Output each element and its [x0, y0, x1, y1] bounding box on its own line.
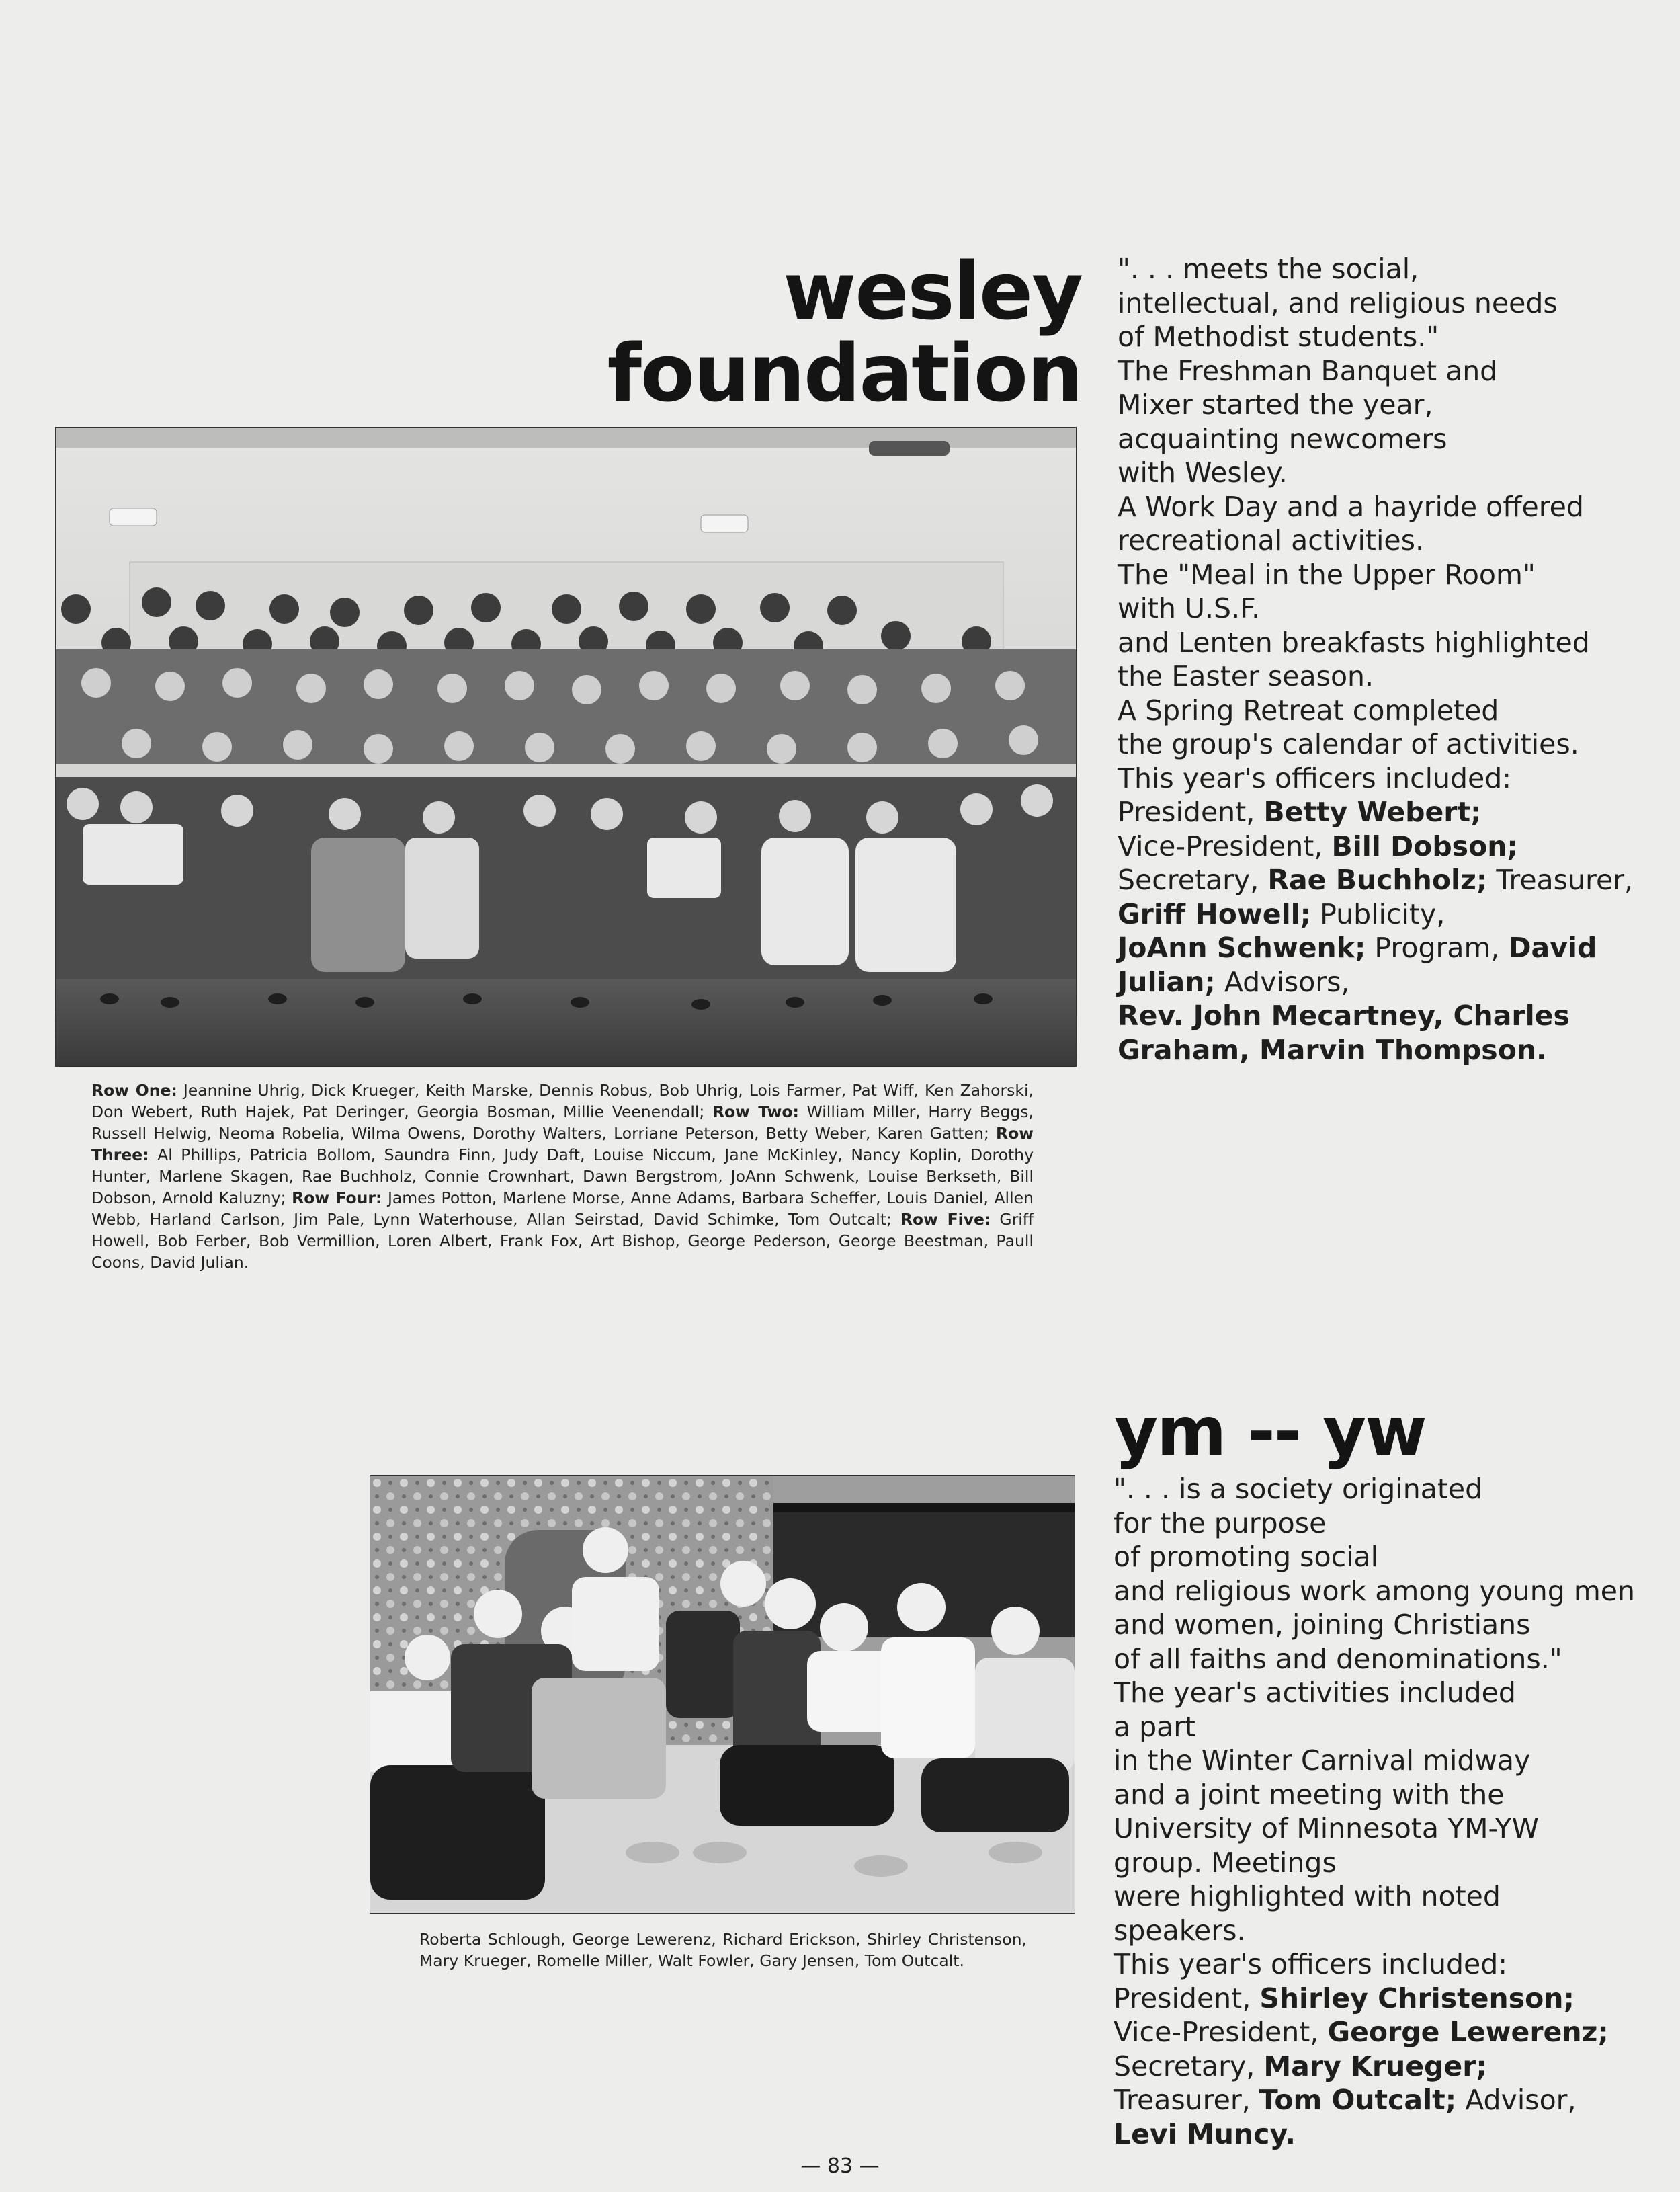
ym-yw-line: a part: [1114, 1710, 1196, 1743]
officer-name: Mary Krueger;: [1263, 2049, 1487, 2082]
ym-yw-line: speakers.: [1114, 1914, 1246, 1947]
wesley-officer-vice-president: Vice-President, Bill Dobson;: [1118, 829, 1518, 862]
wesley-line: The "Meal in the Upper Room": [1118, 558, 1536, 591]
officer-name: JoAnn Schwenk;: [1118, 932, 1366, 964]
wesley-officer-publicity: Griff Howell; Publicity,: [1118, 897, 1445, 930]
officer-name: Rae Buchholz;: [1267, 864, 1488, 896]
ym-yw-line: ". . . is a society originated: [1114, 1473, 1483, 1505]
ym-yw-line: group. Meetings: [1114, 1846, 1337, 1879]
row-names: Al Phillips, Patricia Bollom, Saundra Finn, Judy Daft, Louise Niccum, Jane McKinley, Nancy Koplin, Dorothy Hunter, Marlene Skagen, Rae Buchholz, Connie Crownhart, Dawn Bergstrom, JoAnn Schwenk, Louise Berkseth, Bill Dobson, Arnold Kaluzny;: [91, 1145, 1034, 1207]
wesley-line: A Spring Retreat completed: [1118, 694, 1499, 727]
wesley-advisors-line1: Rev. John Mecartney, Charles: [1118, 1000, 1570, 1032]
row-label: Row Five:: [900, 1210, 991, 1229]
ym-yw-officer-advisor: [1114, 2117, 1678, 2152]
wesley-title-line1: wesley: [783, 245, 1082, 337]
wesley-line: and Lenten breakfasts highlighted: [1118, 626, 1590, 659]
ym-yw-description: [1114, 1472, 1678, 2151]
wesley-line: the group's calendar of activities.: [1118, 728, 1579, 760]
wesley-line: A Work Day and a hayride offered: [1118, 490, 1584, 523]
ym-yw-line: of all faiths and denominations.": [1114, 1642, 1562, 1675]
wesley-line: Mixer started the year,: [1118, 389, 1433, 421]
wesley-line: of Methodist students.": [1118, 321, 1439, 353]
page-number: — 83 —: [800, 2154, 880, 2178]
wesley-line: with U.S.F.: [1118, 592, 1261, 624]
row-names: James Potton, Marlene Morse, Anne Adams, Barbara Scheffer, Louis Daniel, Allen Webb, Harland Carlson, Jim Pale, Lynn Waterhouse, Allan Seirstad, David Schimke, Tom Outcalt;: [91, 1188, 1034, 1229]
row-names: Griff Howell, Bob Ferber, Bob Vermillion, Loren Albert, Frank Fox, Art Bishop, George Pederson, George Beestman, Paull Coons, David Julian.: [91, 1210, 1034, 1272]
ym-yw-title: ym -- yw: [1114, 1392, 1426, 1471]
officer-name: Julian;: [1118, 965, 1216, 998]
row-names: Jeannine Uhrig, Dick Krueger, Keith Marske, Dennis Robus, Bob Uhrig, Lois Farmer, Pat Wiff, Ken Zahorski, Don Webert, Ruth Hajek, Pat Deringer, Georgia Bosman, Millie Veenendall;: [91, 1081, 1034, 1121]
ym-yw-line: and a joint meeting with the: [1114, 1778, 1505, 1811]
wesley-group-photo: [55, 427, 1077, 1067]
ym-yw-officer-secretary: Secretary, Mary Krueger;: [1114, 2049, 1487, 2082]
ym-yw-line: of promoting social: [1114, 1541, 1379, 1573]
ym-yw-line: The year's activities included: [1114, 1676, 1516, 1709]
row-label: Row Two:: [712, 1102, 799, 1121]
ym-yw-photo-caption: Roberta Schlough, George Lewerenz, Richard Erickson, Shirley Christenson, Mary Krueger, Romelle Miller, Walt Fowler, Gary Jensen, Tom Outcalt.: [419, 1930, 1027, 1970]
group-photo-image: [370, 1476, 1075, 1913]
ym-yw-officer-vice-president: Vice-President, George Lewerenz;: [1114, 2016, 1609, 2048]
officer-name: Betty Webert;: [1263, 796, 1482, 828]
officer-name: George Lewerenz;: [1327, 2016, 1609, 2048]
wesley-foundation-title: [607, 245, 1082, 419]
wesley-description: [1118, 252, 1669, 1067]
wesley-line: recreational activities.: [1118, 524, 1424, 557]
wesley-line: ". . . meets the social,: [1118, 253, 1419, 285]
officer-name: Bill Dobson;: [1331, 829, 1518, 862]
officer-name: Tom Outcalt;: [1259, 2084, 1457, 2116]
row-label: Row One:: [91, 1081, 177, 1100]
officer-name: Shirley Christenson;: [1259, 1982, 1574, 2015]
ym-yw-officer-president: President, Shirley Christenson;: [1114, 1982, 1574, 2015]
wesley-line: This year's officers included:: [1118, 762, 1512, 795]
officer-name: Griff Howell;: [1118, 897, 1312, 930]
wesley-title-line2: foundation: [607, 327, 1082, 419]
wesley-photo-caption: [91, 1080, 1034, 1273]
ym-yw-line: This year's officers included:: [1114, 1948, 1508, 1980]
officer-name: Levi Muncy.: [1114, 2117, 1296, 2150]
ym-yw-line: and women, joining Christians: [1114, 1609, 1531, 1641]
wesley-line: intellectual, and religious needs: [1118, 286, 1558, 319]
ym-yw-officer-treasurer: Treasurer, Tom Outcalt; Advisor,: [1114, 2084, 1577, 2116]
ym-yw-line: in the Winter Carnival midway: [1114, 1744, 1531, 1777]
wesley-line: the Easter season.: [1118, 660, 1374, 692]
ym-yw-line: University of Minnesota YM-YW: [1114, 1812, 1539, 1844]
wesley-advisors-line2: Graham, Marvin Thompson.: [1118, 1033, 1547, 1066]
wesley-line: with Wesley.: [1118, 456, 1288, 489]
row-names: William Miller, Harry Beggs, Russell Helwig, Neoma Robelia, Wilma Owens, Dorothy Walters, Lorriane Peterson, Betty Weber, Karen Gatten;: [91, 1102, 1034, 1143]
wesley-officer-advisors: Julian; Advisors,: [1118, 965, 1350, 998]
row-label: Row Four:: [292, 1188, 382, 1207]
wesley-officer-secretary-treasurer: Secretary, Rae Buchholz; Treasurer,: [1118, 864, 1634, 896]
group-photo-image: [56, 428, 1076, 1066]
ym-yw-group-photo: [370, 1475, 1075, 1914]
officer-name: David: [1508, 932, 1597, 964]
ym-yw-line: were highlighted with noted: [1114, 1880, 1501, 1912]
ym-yw-line: for the purpose: [1114, 1506, 1327, 1539]
wesley-officer-program: JoAnn Schwenk; Program, David: [1118, 932, 1597, 964]
ym-yw-line: and religious work among young men: [1114, 1574, 1635, 1607]
row-label: Row Three:: [91, 1124, 1034, 1164]
wesley-officer-president: President, Betty Webert;: [1118, 796, 1482, 828]
wesley-line: The Freshman Banquet and: [1118, 354, 1498, 387]
wesley-line: acquainting newcomers: [1118, 422, 1447, 455]
